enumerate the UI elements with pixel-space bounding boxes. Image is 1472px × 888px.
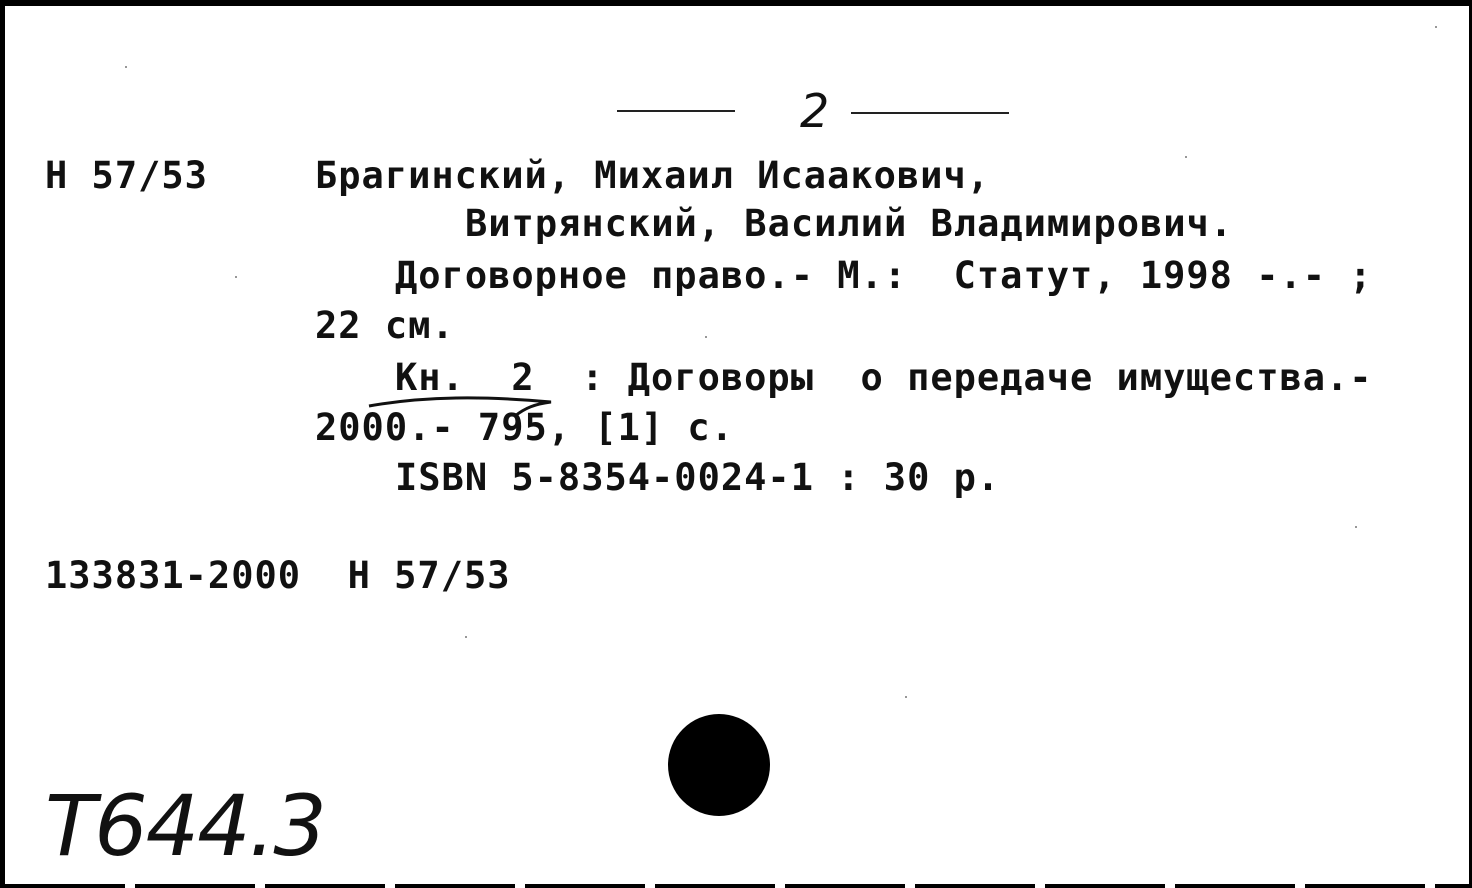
- speck: [465, 636, 467, 638]
- bottom-edge: [5, 884, 1469, 888]
- author-line: Брагинский, Михаил Исаакович,: [315, 154, 991, 197]
- speck: [1185, 156, 1187, 158]
- speck: [235, 276, 237, 278]
- title-line: Договорное право.- М.: Статут, 1998 -.- ;: [395, 254, 1373, 297]
- speck: [705, 336, 707, 338]
- punch-hole: [668, 714, 770, 816]
- header-dash-left: [617, 110, 735, 112]
- inventory-line: 133831-2000 Н 57/53: [45, 554, 511, 597]
- speck: [1355, 526, 1357, 528]
- volume-line: Кн. 2 : Договоры о передаче имущества.-: [395, 356, 1373, 399]
- size-line: 22 см.: [315, 304, 455, 347]
- page-marker: 2: [800, 84, 830, 138]
- handwritten-classification-mark: Т644.3: [45, 777, 325, 875]
- pages-line: 2000.- 795, [1] с.: [315, 406, 734, 449]
- speck: [905, 696, 907, 698]
- speck: [1435, 26, 1437, 28]
- call-number: Н 57/53: [45, 154, 208, 197]
- isbn-line: ISBN 5-8354-0024-1 : 30 р.: [395, 456, 1001, 499]
- coauthor-line: Витрянский, Василий Владимирович.: [465, 202, 1234, 245]
- header-dash-right: [851, 112, 1009, 114]
- speck: [125, 66, 127, 68]
